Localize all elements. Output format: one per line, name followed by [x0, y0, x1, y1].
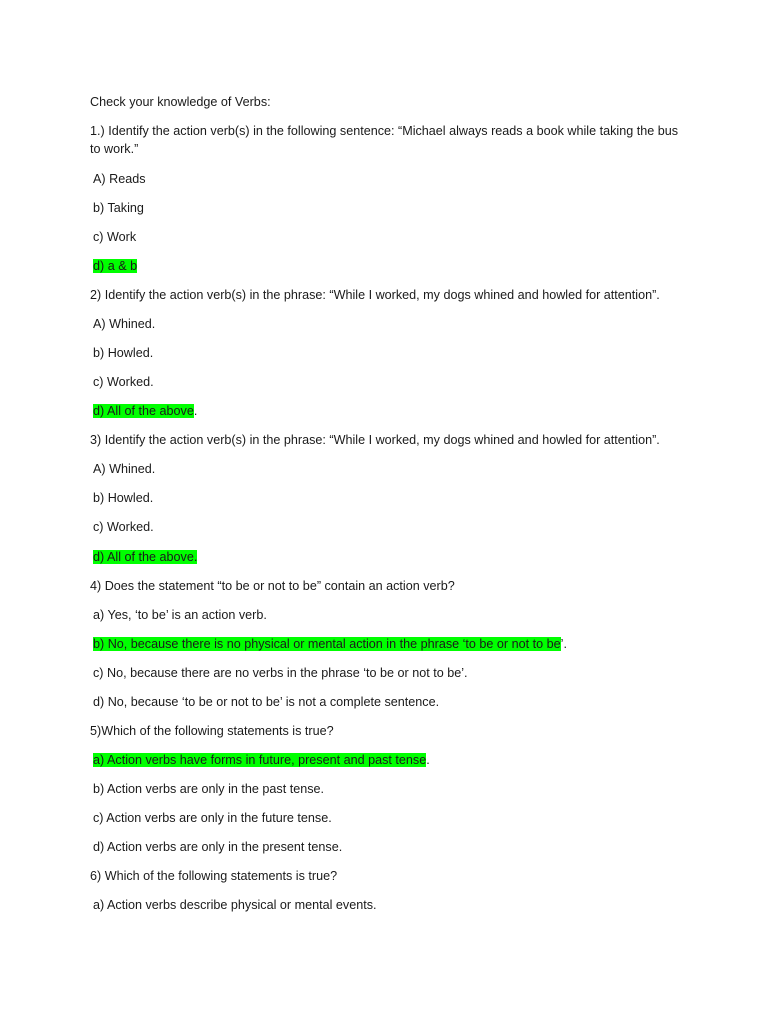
q4-option-b	[93, 635, 693, 653]
q4-answer-highlight: b) No, because there is no physical or mental action in the phrase ‘to be or not to be	[93, 637, 561, 651]
q4-option-b-tail: ’.	[560, 637, 567, 651]
q2-answer-highlight: d) All of the above	[93, 404, 194, 418]
q3-answer-highlight: d) All of the above.	[93, 550, 198, 564]
q1-option-b: b) Taking	[93, 201, 144, 215]
q2-option-a: A) Whined.	[93, 317, 156, 331]
q1-answer-highlight: d) a & b	[93, 259, 138, 273]
page-title: Check your knowledge of Verbs:	[90, 95, 271, 109]
q2-option-d-tail: .	[193, 404, 198, 418]
question-6: 6) Which of the following statements is true?	[90, 869, 338, 883]
question-4: 4) Does the statement “to be or not to be” contain an action verb?	[90, 579, 455, 593]
q1-option-a: A) Reads	[93, 172, 146, 186]
q3-option-d	[93, 548, 693, 566]
q3-option-b: b) Howled.	[93, 491, 154, 505]
q2-option-b: b) Howled.	[93, 346, 154, 360]
q5-answer-highlight: a) Action verbs have forms in future, present and past tense	[93, 753, 427, 767]
q5-option-c: c) Action verbs are only in the future tense.	[93, 811, 332, 825]
q1-option-c: c) Work	[93, 230, 137, 244]
q5-option-a-tail: .	[426, 753, 430, 767]
q6-option-a: a) Action verbs describe physical or mental events.	[93, 898, 377, 912]
q4-option-a: a) Yes, ‘to be’ is an action verb.	[93, 608, 267, 622]
q3-option-a: A) Whined.	[93, 462, 156, 476]
q5-option-d: d) Action verbs are only in the present tense.	[93, 840, 343, 854]
q5-option-a	[93, 751, 693, 769]
q2-option-c: c) Worked.	[93, 375, 154, 389]
q2-option-d	[93, 402, 693, 420]
question-5: 5)Which of the following statements is true?	[90, 724, 334, 738]
question-3: 3) Identify the action verb(s) in the phrase: “While I worked, my dogs whined and howled for attention”.	[90, 433, 660, 447]
q1-option-d	[93, 257, 693, 275]
question-1: 1.) Identify the action verb(s) in the following sentence: “Michael always reads a book while taking the bus to work.”	[90, 124, 679, 156]
q4-option-d: d) No, because ‘to be or not to be’ is not a complete sentence.	[93, 695, 440, 709]
q5-option-b: b) Action verbs are only in the past tense.	[93, 782, 325, 796]
q3-option-c: c) Worked.	[93, 520, 154, 534]
question-2: 2) Identify the action verb(s) in the phrase: “While I worked, my dogs whined and howled for attention”.	[90, 288, 660, 302]
q4-option-c: c) No, because there are no verbs in the phrase ‘to be or not to be’.	[93, 666, 468, 680]
